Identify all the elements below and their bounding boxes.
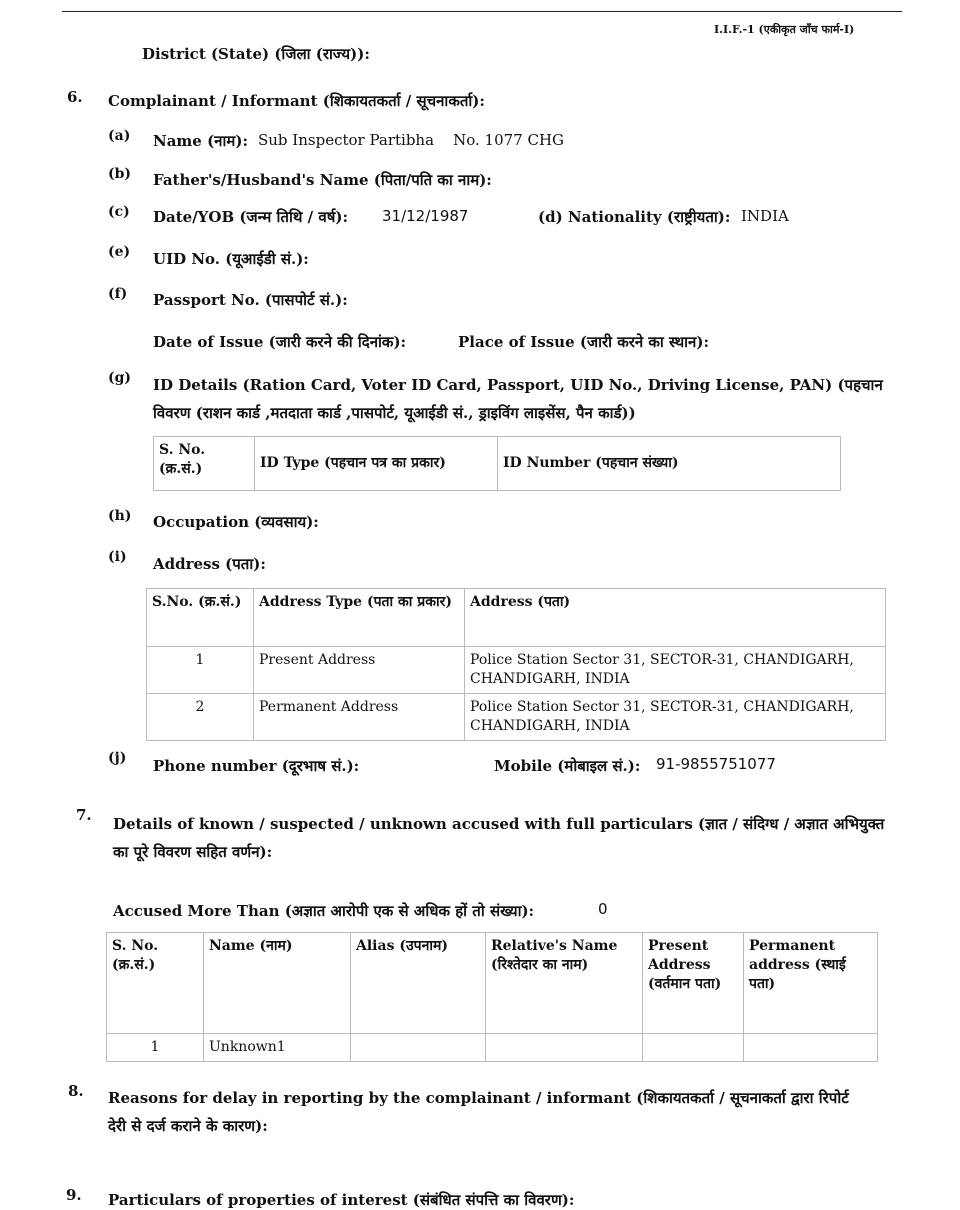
mobile-label: Mobile (मोबाइल सं.): — [494, 757, 641, 775]
header-cell: Address Type (पता का प्रकार) — [254, 589, 465, 647]
item-g-mark: (g) — [108, 370, 132, 386]
accused-more-label: Accused More Than (अज्ञात आरोपी एक से अधिक हों तो संख्या): — [113, 902, 535, 920]
item-a-mark: (a) — [108, 128, 131, 144]
item-e-mark: (e) — [108, 244, 131, 260]
section-9-title: Particulars of properties of interest (संबंधित संपत्ति का विवरण): — [108, 1191, 575, 1209]
cell-address-type: Permanent Address — [254, 694, 465, 741]
form-code: I.I.F.-1 (एकीकृत जाँच फार्म-I) — [714, 23, 855, 36]
cell-address-type: Present Address — [254, 647, 465, 694]
header-cell: S. No. (क्र.सं.) — [107, 933, 204, 1034]
section-7-title-line1: Details of known / suspected / unknown accused with full particulars (ज्ञात / संदिग्ध / अज्ञात अभियुक्त — [113, 815, 885, 833]
cell-sno: 1 — [147, 647, 254, 694]
cell-present — [643, 1034, 744, 1062]
passport-label: Passport No. (पासपोर्ट सं.): — [153, 291, 348, 309]
header-cell: Alias (उपनाम) — [351, 933, 486, 1034]
header-cell: ID Type (पहचान पत्र का प्रकार) — [255, 437, 498, 491]
section-7-number: 7. — [76, 806, 92, 824]
id-details-label-line2: विवरण (राशन कार्ड ,मतदाता कार्ड ,पासपोर्ट, यूआईडी सं., ड्राइविंग लाइसेंस, पैन कार्ड)) — [153, 404, 636, 422]
cell-address: Police Station Sector 31, SECTOR-31, CHANDIGARH, CHANDIGARH, INDIA — [465, 647, 886, 694]
mobile-value: 91-9855751077 — [656, 755, 776, 773]
cell-permanent — [744, 1034, 878, 1062]
table-header-row — [107, 933, 878, 1034]
section-6-number: 6. — [67, 88, 83, 106]
issue-date-label: Date of Issue (जारी करने की दिनांक): — [153, 333, 407, 351]
header-cell: Relative's Name (रिश्तेदार का नाम) — [486, 933, 643, 1034]
table-row — [147, 694, 886, 741]
header-cell: S. No. (क्र.सं.) — [154, 437, 255, 491]
nationality-value: INDIA — [741, 207, 789, 225]
cell-name: Unknown1 — [204, 1034, 351, 1062]
table-header-row — [147, 589, 886, 647]
phone-label: Phone number (दूरभाष सं.): — [153, 757, 360, 775]
dob-label: Date/YOB (जन्म तिथि / वर्ष): — [153, 208, 349, 226]
cell-address: Police Station Sector 31, SECTOR-31, CHANDIGARH, CHANDIGARH, INDIA — [465, 694, 886, 741]
item-b-mark: (b) — [108, 166, 132, 182]
district-label: District (State) (जिला (राज्य)): — [142, 45, 370, 63]
table-row — [147, 647, 886, 694]
dob-value: 31/12/1987 — [382, 207, 469, 225]
uid-label: UID No. (यूआईडी सं.): — [153, 250, 309, 268]
accused-more-value: 0 — [598, 900, 608, 918]
cell-sno: 2 — [147, 694, 254, 741]
header-cell: ID Number (पहचान संख्या) — [498, 437, 841, 491]
nationality-label: (d) Nationality (राष्ट्रीयता): — [538, 208, 731, 226]
header-cell: S.No. (क्र.सं.) — [147, 589, 254, 647]
name-label: Name (नाम): — [153, 132, 248, 150]
cell-sno: 1 — [107, 1034, 204, 1062]
item-c-mark: (c) — [108, 204, 130, 220]
header-cell: Present Address (वर्तमान पता) — [643, 933, 744, 1034]
item-h-mark: (h) — [108, 508, 132, 524]
section-8-title-line1: Reasons for delay in reporting by the complainant / informant (शिकायतकर्ता / सूचनाकर्ता द्वारा रिपोर्ट — [108, 1089, 849, 1107]
section-8-title-line2: देरी से दर्ज कराने के कारण): — [108, 1117, 268, 1135]
item-i-mark: (i) — [108, 549, 127, 565]
occupation-label: Occupation (व्यवसाय): — [153, 513, 319, 531]
id-details-label-line1: ID Details (Ration Card, Voter ID Card, Passport, UID No., Driving License, PAN) (पहचान — [153, 376, 883, 394]
address-label: Address (पता): — [153, 555, 266, 573]
section-9-number: 9. — [66, 1186, 82, 1204]
father-name-label: Father's/Husband's Name (पिता/पति का नाम): — [153, 171, 492, 189]
top-rule — [62, 11, 902, 12]
section-7-title-line2: का पूरे विवरण सहित वर्णन): — [113, 843, 273, 861]
header-cell: Name (नाम) — [204, 933, 351, 1034]
header-cell: Permanent address (स्थाई पता) — [744, 933, 878, 1034]
cell-alias — [351, 1034, 486, 1062]
table-header-row — [154, 437, 841, 491]
header-cell: Address (पता) — [465, 589, 886, 647]
id-details-table — [153, 436, 841, 491]
table-row — [107, 1034, 878, 1062]
name-value: Sub Inspector Partibha No. 1077 CHG — [258, 131, 565, 149]
section-8-number: 8. — [68, 1082, 84, 1100]
section-6-title: Complainant / Informant (शिकायतकर्ता / सूचनाकर्ता): — [108, 92, 485, 110]
address-table — [146, 588, 886, 741]
item-j-mark: (j) — [108, 750, 127, 766]
cell-relative — [486, 1034, 643, 1062]
issue-place-label: Place of Issue (जारी करने का स्थान): — [458, 333, 710, 351]
item-f-mark: (f) — [108, 286, 128, 302]
accused-table — [106, 932, 878, 1062]
